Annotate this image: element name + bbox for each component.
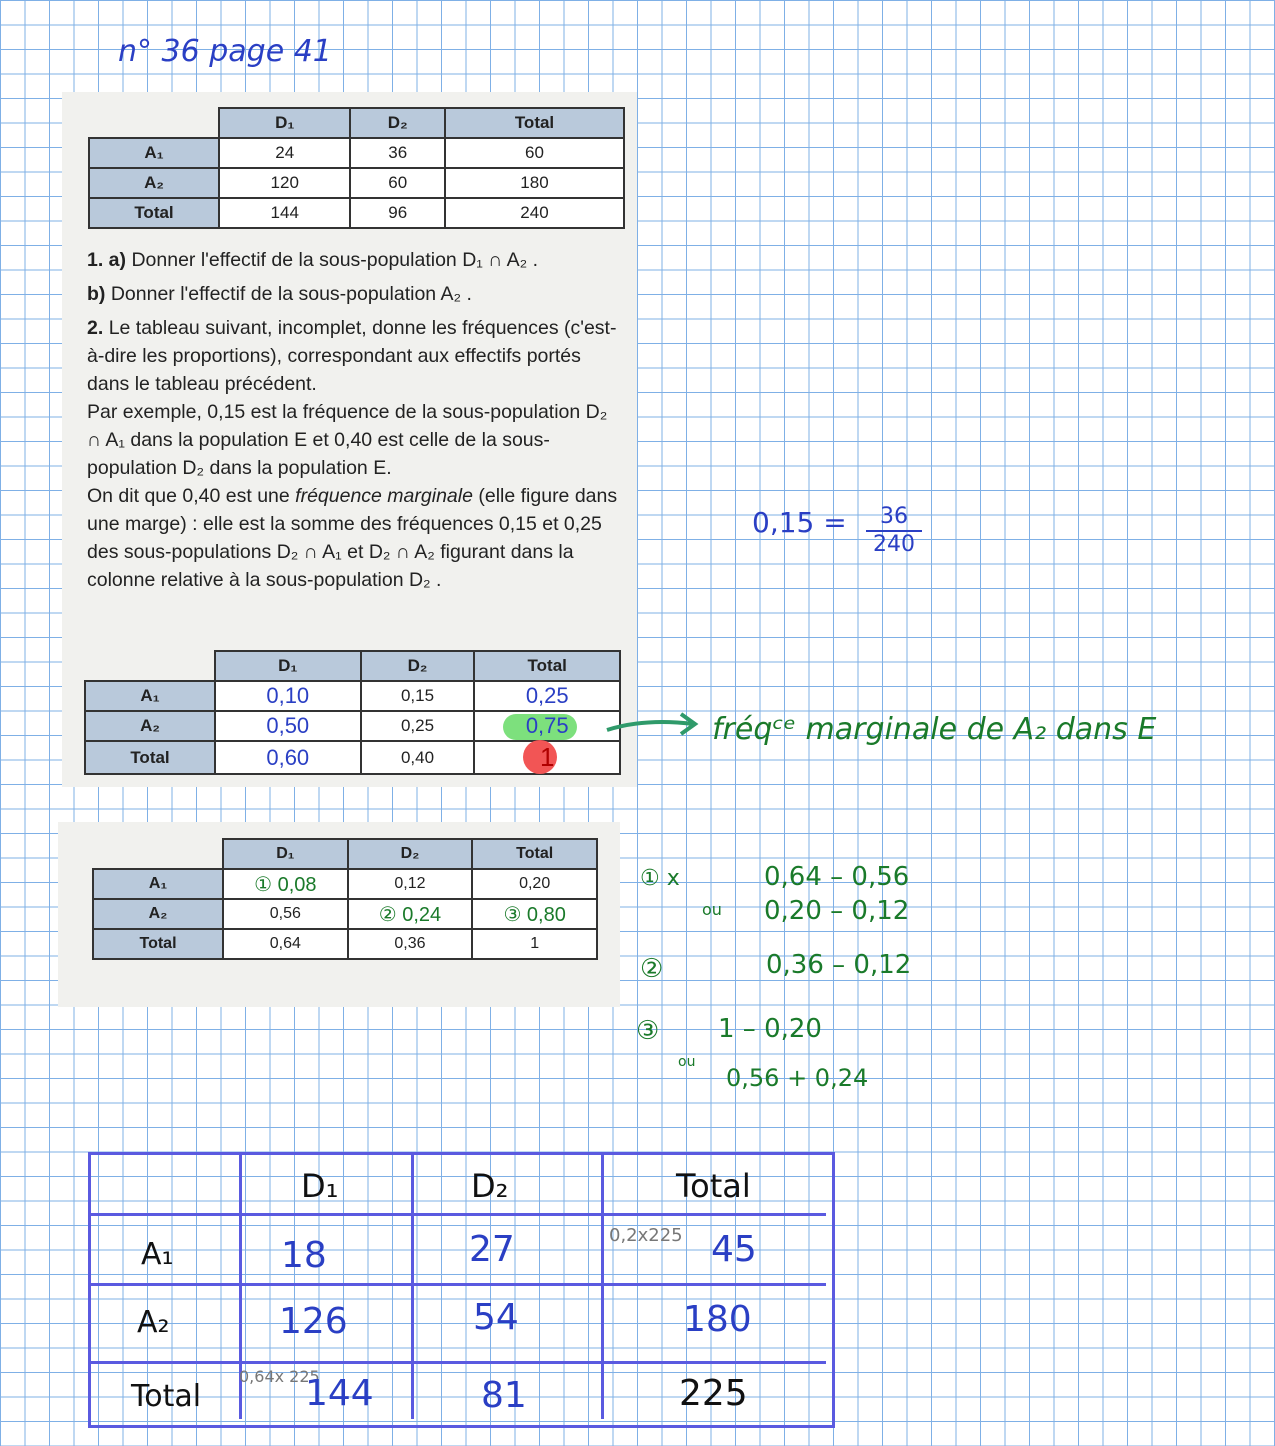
question-2: Le tableau suivant, incomplet, donne les fréquences (c'est-à-dire les proportions), correspondant aux effectifs portés dans le tableau précédent. <box>87 317 617 395</box>
header-d2: D₂ <box>471 1167 509 1205</box>
row-label: A₂ <box>85 711 215 741</box>
marginal-value: 0,75 <box>525 713 569 738</box>
table-row <box>85 711 620 741</box>
header-note: n° 36 page 41 <box>118 34 332 69</box>
table-row <box>85 681 620 711</box>
cell: 0,25 <box>361 711 475 741</box>
cell: 180 <box>445 168 624 198</box>
table-row <box>89 138 624 168</box>
row-label-a1: A₁ <box>141 1237 174 1272</box>
note-1-line2: 0,20 – 0,12 <box>764 896 910 926</box>
highlighted-cell <box>474 741 620 774</box>
handwritten-cell: ② 0,24 <box>348 899 473 929</box>
header-total: Total <box>474 651 620 681</box>
note-1-line1: 0,64 – 0,56 <box>764 862 910 892</box>
note-3-line2: 0,56 + 0,24 <box>726 1064 869 1092</box>
cell: 1 <box>472 929 597 959</box>
fraction-note <box>752 506 847 539</box>
header-d2: D₂ <box>348 839 473 869</box>
question-1a: Donner l'effectif de la sous-population D₁ ∩ A₂ . <box>131 249 539 271</box>
cell: 0,20 <box>472 869 597 899</box>
table-effectifs <box>88 107 625 229</box>
row-label: Total <box>93 929 223 959</box>
header-d1: D₁ <box>219 108 350 138</box>
highlighted-cell <box>474 711 620 741</box>
header-d1: D₁ <box>301 1167 339 1205</box>
annotation-a1: 0,2x225 <box>609 1225 683 1246</box>
textbook-scan-1 <box>62 92 637 787</box>
handwritten-cell: ③ 0,80 <box>472 899 597 929</box>
table-frequences <box>84 650 621 775</box>
note-2-mark: ② <box>640 954 664 984</box>
note-2-line: 0,36 – 0,12 <box>766 950 912 980</box>
q2-label: 2. <box>87 317 104 339</box>
cell: 24 <box>219 138 350 168</box>
row-label: Total <box>85 741 215 774</box>
note-3-or: ou <box>678 1054 696 1070</box>
cell: 0,64 <box>223 929 348 959</box>
header-total: Total <box>472 839 597 869</box>
q1b-label: b) <box>87 283 106 305</box>
example-paragraph: Par exemple, 0,15 est la fréquence de la sous-population D₂ ∩ A₁ dans la population E et 0,40 est celle de la sous-population D₂ dans la population E. <box>87 401 608 479</box>
fraction-numerator: 36 <box>866 504 922 532</box>
table-row <box>93 899 597 929</box>
fraction <box>866 504 922 558</box>
row-label: A₁ <box>93 869 223 899</box>
cell-a1-d1: 18 <box>281 1235 327 1276</box>
table-frequences-2 <box>92 838 598 960</box>
header-total: Total <box>445 108 624 138</box>
row-label: A₁ <box>89 138 219 168</box>
marginal-pre: On dit que 0,40 est une <box>87 485 290 507</box>
handwritten-cell: 0,50 <box>215 711 361 741</box>
cell: 96 <box>350 198 445 228</box>
cell: 0,12 <box>348 869 473 899</box>
handwritten-cell: 0,60 <box>215 741 361 774</box>
row-label-a2: A₂ <box>137 1305 170 1340</box>
table-row <box>85 741 620 774</box>
marginal-post: (elle figure dans une marge) : elle est la somme des fréquences 0,15 et 0,25 des sous-populations D₂ ∩ A₁ et D₂ ∩ A₂ figurant dans la colonne relative à la sous-population D₂ . <box>87 485 618 591</box>
cell-a2-d1: 126 <box>279 1301 348 1342</box>
header-d2: D₂ <box>350 108 445 138</box>
cell-total-d2: 81 <box>481 1375 527 1416</box>
header-d1: D₁ <box>223 839 348 869</box>
fraction-left: 0,15 = <box>752 506 847 539</box>
table-row <box>93 929 597 959</box>
note-3-line1: 1 – 0,20 <box>718 1014 822 1044</box>
cell-a2-d2: 54 <box>473 1297 519 1338</box>
row-label: A₁ <box>85 681 215 711</box>
marginal-term: fréquence marginale <box>295 485 473 507</box>
cell-total-total: 225 <box>679 1373 748 1414</box>
header-d1: D₁ <box>215 651 361 681</box>
handwritten-cell: 0,10 <box>215 681 361 711</box>
header-total: Total <box>676 1167 751 1205</box>
annotation-total: 0,64x 225 <box>239 1367 320 1386</box>
textbook-scan-2 <box>58 822 620 1007</box>
cell-a1-d2: 27 <box>469 1229 515 1270</box>
q1a-label: 1. a) <box>87 249 127 271</box>
cell-total-d1: 144 <box>305 1373 374 1414</box>
marginal-note: fréqᶜᵉ marginale de A₂ dans E <box>712 712 1157 747</box>
table-row <box>89 198 624 228</box>
handwritten-table <box>88 1152 835 1428</box>
table-row <box>93 869 597 899</box>
cell: 0,15 <box>361 681 475 711</box>
note-1-mark: ① x <box>640 866 680 891</box>
cell: 0,56 <box>223 899 348 929</box>
exercise-text <box>87 246 625 600</box>
arrow-icon <box>605 710 700 740</box>
handwritten-cell: 0,25 <box>474 681 620 711</box>
cell-a1-total: 45 <box>711 1229 757 1270</box>
row-label-total: Total <box>131 1379 202 1414</box>
note-3-mark: ③ <box>636 1016 660 1046</box>
cell: 144 <box>219 198 350 228</box>
cell: 0,40 <box>361 741 475 774</box>
row-label: Total <box>89 198 219 228</box>
cell: 120 <box>219 168 350 198</box>
cell: 0,36 <box>348 929 473 959</box>
cell-a2-total: 180 <box>683 1299 752 1340</box>
row-label: A₂ <box>93 899 223 929</box>
cell: 60 <box>445 138 624 168</box>
question-1b: Donner l'effectif de la sous-population A₂ . <box>110 283 472 305</box>
header-d2: D₂ <box>361 651 475 681</box>
cell: 36 <box>350 138 445 168</box>
handwritten-cell: ① 0,08 <box>223 869 348 899</box>
cell: 60 <box>350 168 445 198</box>
cell: 240 <box>445 198 624 228</box>
row-label: A₂ <box>89 168 219 198</box>
fraction-denominator: 240 <box>873 532 915 557</box>
note-1-or: ou <box>702 900 722 919</box>
total-value: 1 <box>539 742 555 772</box>
table-row <box>89 168 624 198</box>
